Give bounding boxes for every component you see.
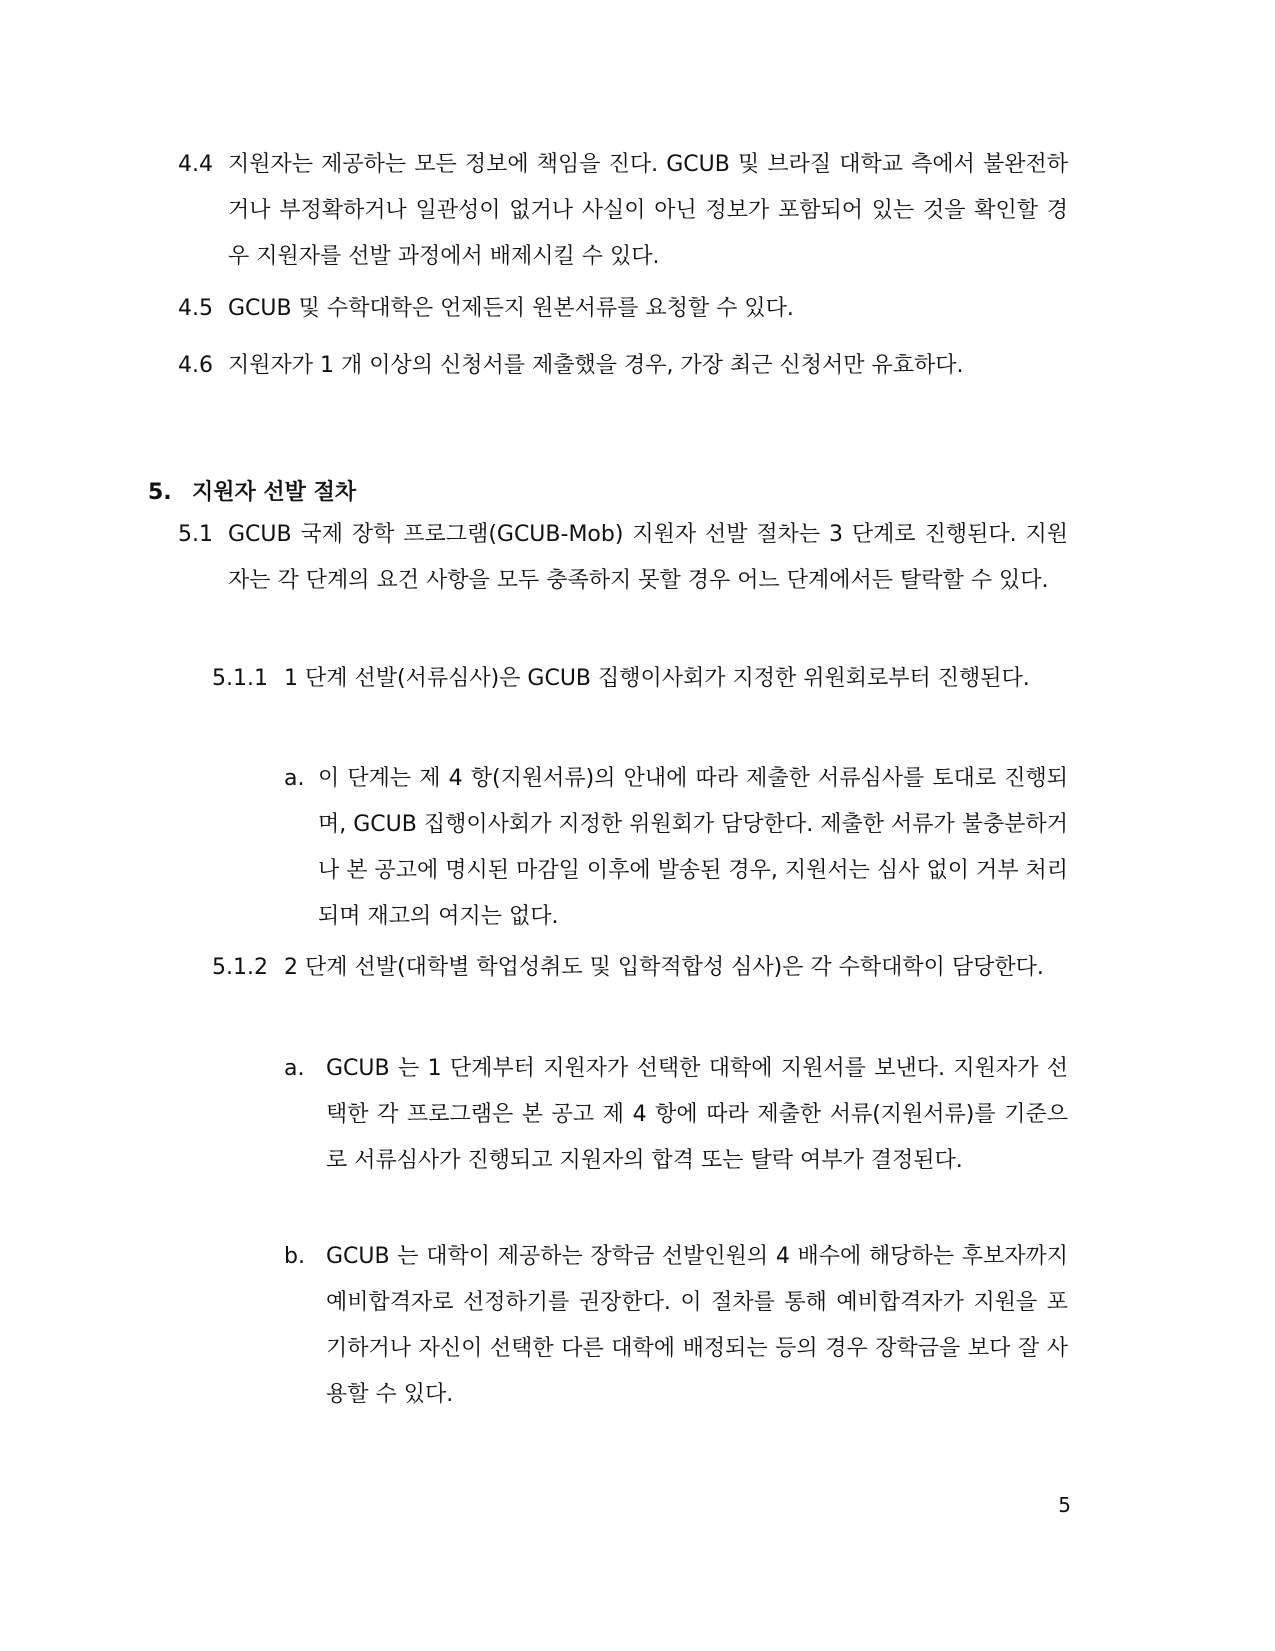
- page-number: 5: [1058, 1493, 1071, 1517]
- section-number: 5.: [148, 480, 172, 505]
- clause-text: 지원자는 제공하는 모든 정보에 책임을 진다. GCUB 및 브라질 대학교 측에서 불완전하거나 부정확하거나 일관성이 없거나 사실이 아닌 정보가 포함되어 있는 것을 확인할 경우 지원자를 선발 과정에서 배제시킬 수 있다.: [228, 152, 1068, 269]
- clause-number: a.: [284, 1056, 305, 1081]
- clause-number: 5.1.1: [212, 666, 268, 691]
- clause-4-4: [178, 142, 1068, 280]
- clause-number: 5.1.2: [212, 955, 268, 980]
- clause-text: GCUB 및 수학대학은 언제든지 원본서류를 요청할 수 있다.: [228, 296, 794, 321]
- clause-text: 지원자가 1 개 이상의 신청서를 제출했을 경우, 가장 최근 신청서만 유효하다.: [228, 353, 964, 378]
- clause-number: 4.4: [178, 152, 213, 177]
- clause-4-6: [178, 343, 1068, 389]
- clause-number: 4.5: [178, 296, 213, 321]
- clause-5-1: [178, 512, 1068, 604]
- section-heading: [148, 478, 356, 508]
- clause-text: GCUB 국제 장학 프로그램(GCUB-Mob) 지원자 선발 절차는 3 단계로 진행된다. 지원자는 각 단계의 요건 사항을 모두 충족하지 못할 경우 어느 단계에서든 탈락할 수 있다.: [228, 522, 1068, 593]
- clause-5-1-1-a: [284, 756, 1068, 940]
- clause-text: GCUB 는 대학이 제공하는 장학금 선발인원의 4 배수에 해당하는 후보자까지 예비합격자로 선정하기를 권장한다. 이 절차를 통해 예비합격자가 지원을 포기하거나 자신이 선택한 다른 대학에 배정되는 등의 경우 장학금을 보다 잘 사용할 수 있다.: [326, 1244, 1068, 1407]
- clause-number: b.: [284, 1244, 305, 1269]
- clause-text: GCUB 는 1 단계부터 지원자가 선택한 대학에 지원서를 보낸다. 지원자가 선택한 각 프로그램은 본 공고 제 4 항에 따라 제출한 서류(지원서류)를 기준으로 서류심사가 진행되고 지원자의 합격 또는 탈락 여부가 결정된다.: [326, 1056, 1068, 1173]
- clause-4-5: [178, 286, 1068, 332]
- clause-number: 5.1: [178, 522, 213, 547]
- clause-text: 1 단계 선발(서류심사)은 GCUB 집행이사회가 지정한 위원회로부터 진행된다.: [284, 666, 1030, 691]
- clause-text: 이 단계는 제 4 항(지원서류)의 안내에 따라 제출한 서류심사를 토대로 진행되며, GCUB 집행이사회가 지정한 위원회가 담당한다. 제출한 서류가 불충분하거나 본 공고에 명시된 마감일 이후에 발송된 경우, 지원서는 심사 없이 거부 처리되며 재고의 여지는 없다.: [318, 766, 1068, 929]
- clause-5-1-2-b: [284, 1234, 1068, 1418]
- clause-5-1-1: [212, 656, 1068, 702]
- clause-number: 4.6: [178, 353, 213, 378]
- clause-5-1-2-a: [284, 1046, 1068, 1184]
- section-title: 지원자 선발 절차: [192, 480, 357, 505]
- clause-text: 2 단계 선발(대학별 학업성취도 및 입학적합성 심사)은 각 수학대학이 담당한다.: [284, 955, 1044, 980]
- clause-number: a.: [284, 766, 305, 791]
- clause-5-1-2: [212, 945, 1068, 991]
